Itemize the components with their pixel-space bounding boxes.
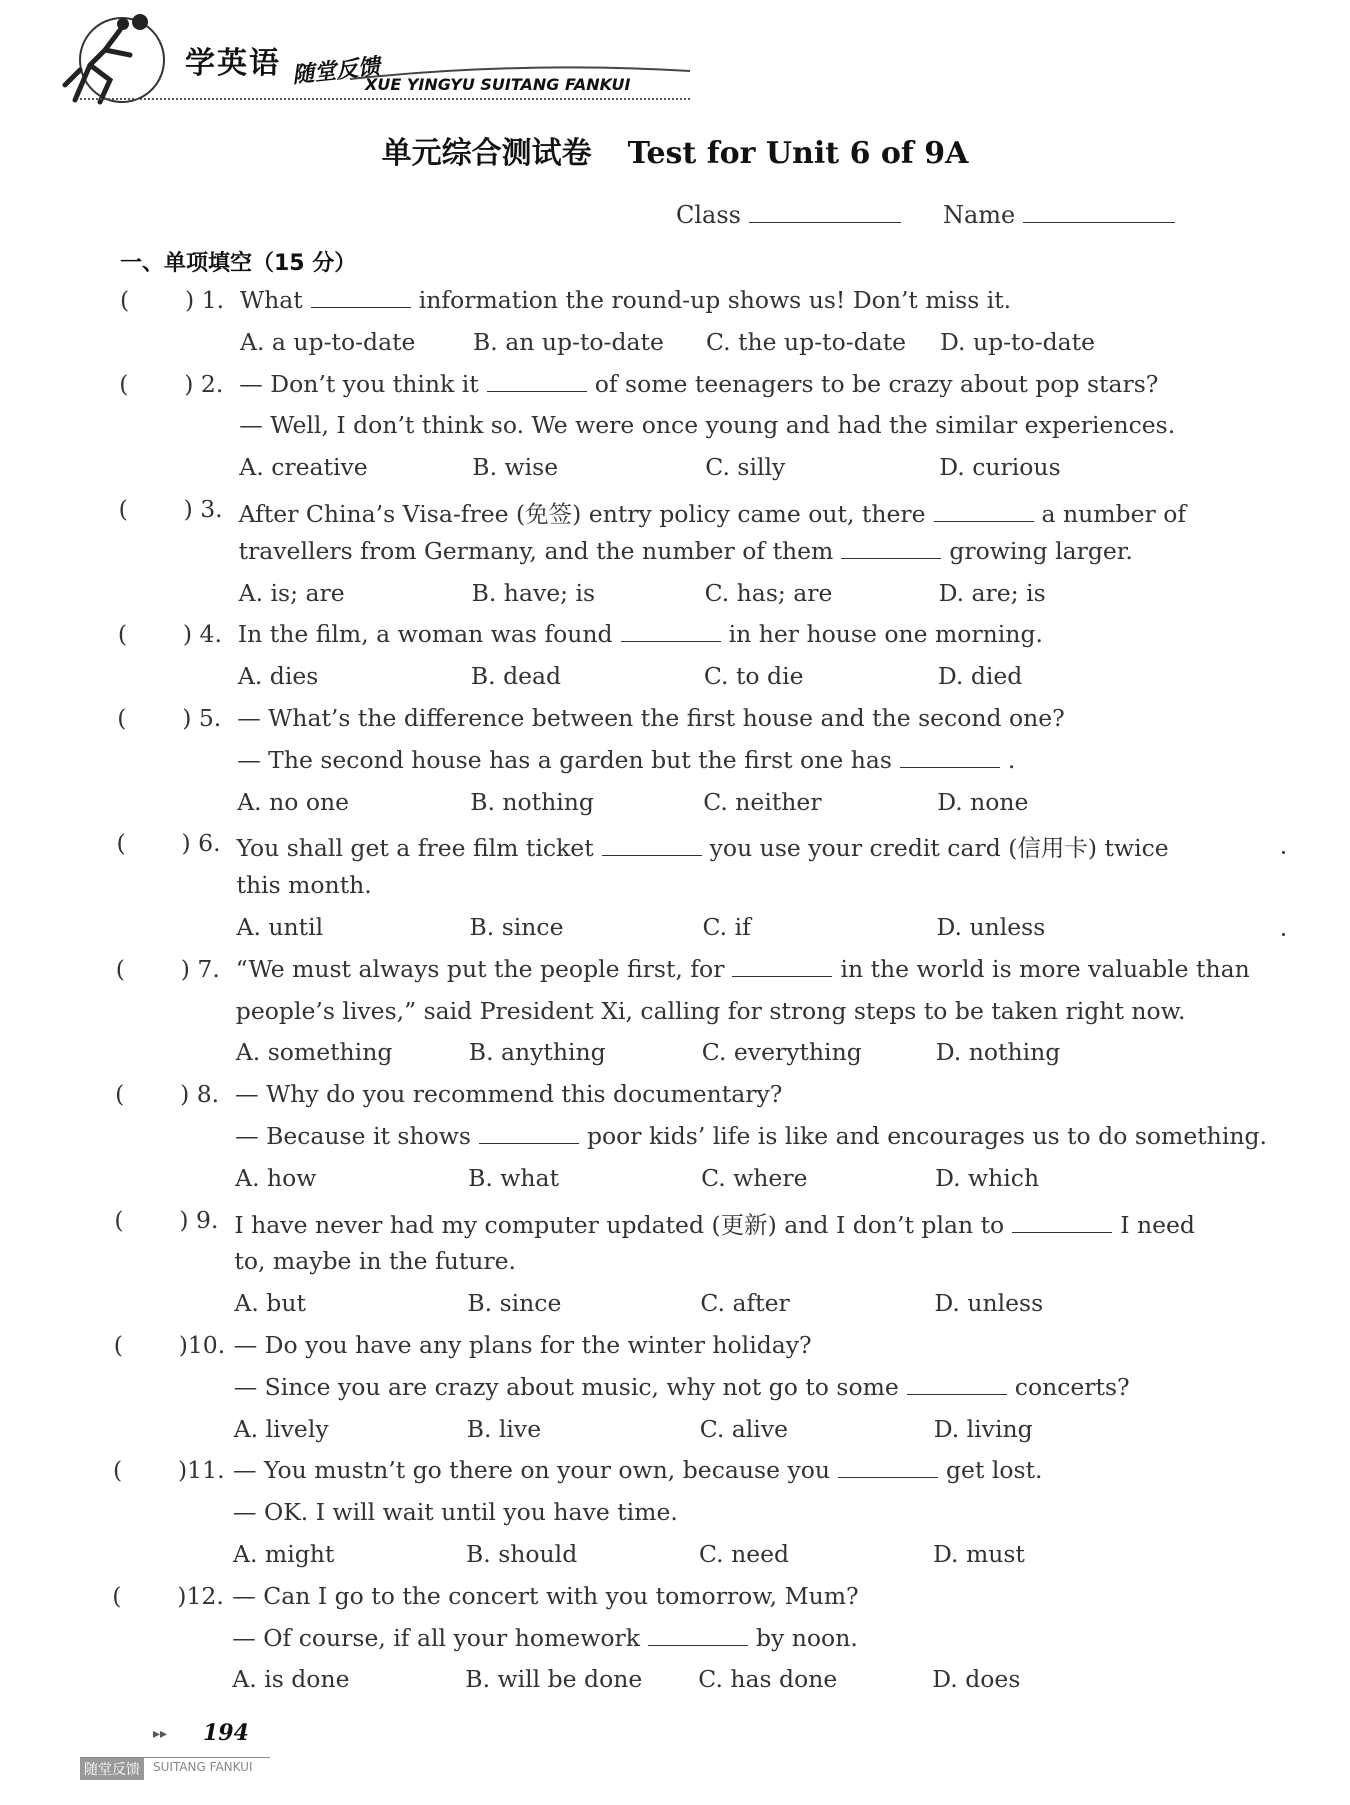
question-text-segment: In the film, a woman was found <box>237 620 613 649</box>
option-a[interactable]: A. lively <box>233 1414 329 1443</box>
question-text-segment: this month. <box>236 871 372 900</box>
answer-blank[interactable] <box>732 956 832 977</box>
question-text <box>234 1206 1195 1240</box>
brand-subtitle: 随堂反馈 <box>291 54 382 89</box>
question-text-segment: — Can I go to the concert with you tomorrow, Mum? <box>232 1581 859 1610</box>
question-text-segment: a number of <box>1041 500 1187 528</box>
question-text-segment: — Of course, if all your homework <box>232 1623 640 1652</box>
option-d[interactable]: D. none <box>937 787 1029 816</box>
answer-paren[interactable]: ( <box>120 286 167 314</box>
question-number: )11. <box>178 1456 225 1485</box>
answer-paren[interactable]: ( <box>113 1456 160 1485</box>
question-text-segment: I need <box>1120 1210 1195 1239</box>
class-field[interactable] <box>749 200 901 223</box>
option-b[interactable]: B. since <box>469 912 564 941</box>
question-text <box>233 1498 678 1526</box>
question-text <box>239 411 1175 439</box>
option-c[interactable]: C. has done <box>698 1665 838 1694</box>
question-text-segment: — Well, I don’t think so. We were once young and had the similar experiences. <box>239 411 1176 440</box>
option-a[interactable]: A. dies <box>237 662 319 691</box>
option-a[interactable]: A. a up-to-date <box>240 327 416 356</box>
question-text-segment: — You mustn’t go there on your own, because you <box>233 1456 831 1485</box>
answer-paren[interactable]: ( <box>119 369 166 398</box>
page-number: 194 <box>203 1720 249 1746</box>
answer-blank[interactable] <box>900 747 1000 768</box>
answer-paren[interactable]: ( <box>118 495 166 523</box>
question-text-segment: — Why do you recommend this documentary? <box>235 1080 783 1109</box>
option-c[interactable]: C. if <box>702 912 751 941</box>
question-number: ) 8. <box>180 1080 220 1109</box>
arrow-icon: ▸▸ <box>153 1726 168 1742</box>
question-text <box>237 871 372 899</box>
option-c[interactable]: C. after <box>700 1289 790 1318</box>
header-divider <box>80 98 690 100</box>
option-d[interactable]: D. are; is <box>938 578 1046 607</box>
title-cn: 单元综合测试卷 <box>381 136 592 171</box>
answer-paren[interactable]: ( <box>115 1080 162 1109</box>
question-text <box>240 286 1011 314</box>
brand-title: 学英语 <box>185 46 281 81</box>
option-b[interactable]: B. dead <box>470 662 562 691</box>
question-text <box>232 1624 858 1652</box>
answer-blank[interactable] <box>479 1123 579 1144</box>
answer-paren[interactable]: ( <box>117 704 164 732</box>
name-field[interactable] <box>1023 200 1175 223</box>
answer-blank[interactable] <box>602 835 702 856</box>
question-text-segment: in her house one morning. <box>728 620 1043 649</box>
option-b[interactable]: B. anything <box>468 1038 606 1067</box>
question-text-segment: “We must always put the people first, for <box>235 954 725 983</box>
question-text <box>234 1331 812 1359</box>
question-text-segment: What <box>240 286 303 314</box>
question-text-segment: to, maybe in the future. <box>234 1247 517 1276</box>
question-text-segment: I have never had my computer updated (更新) and I don’t plan to <box>234 1210 1005 1239</box>
name-label: Name <box>942 201 1016 229</box>
question-text <box>237 704 1065 732</box>
question-text <box>239 495 1186 529</box>
option-a[interactable]: A. until <box>236 912 324 941</box>
option-d[interactable]: D. must <box>933 1539 1025 1568</box>
option-d[interactable]: D. up-to-date <box>940 327 1095 356</box>
option-b[interactable]: B. should <box>466 1539 578 1568</box>
question-number: ) 4. <box>182 620 222 649</box>
question-text <box>235 1080 782 1108</box>
option-a[interactable]: A. but <box>234 1289 306 1318</box>
option-b[interactable]: B. live <box>466 1414 542 1443</box>
option-d[interactable]: D. unless <box>936 912 1046 941</box>
runner-logo-icon <box>60 10 180 105</box>
option-c[interactable]: C. to die <box>703 662 804 691</box>
header <box>60 10 700 100</box>
option-c[interactable]: C. neither <box>703 787 822 816</box>
option-d[interactable]: D. does <box>932 1665 1021 1694</box>
answer-blank[interactable] <box>841 538 941 559</box>
footer-tag: 随堂反馈 <box>80 1758 144 1780</box>
question-text <box>234 1247 516 1275</box>
option-a[interactable]: A. is done <box>232 1665 350 1694</box>
answer-paren[interactable]: ( <box>112 1581 159 1610</box>
question-text <box>235 1122 1267 1150</box>
question-text-segment: growing larger. <box>949 536 1133 565</box>
question-text-segment: get lost. <box>946 1456 1043 1485</box>
question-text-segment: travellers from Germany, and the number of them <box>238 536 834 565</box>
question-number: ) 5. <box>182 704 222 732</box>
question-text-segment: information the round-up shows us! Don’t miss it. <box>418 286 1012 314</box>
margin-dot <box>1282 933 1285 936</box>
question-text <box>232 1582 858 1610</box>
option-c[interactable]: C. silly <box>705 453 786 482</box>
class-name-row <box>676 200 1175 229</box>
class-label: Class <box>676 201 741 229</box>
option-b[interactable]: B. nothing <box>470 787 594 816</box>
question-text-segment: . <box>1007 745 1016 774</box>
question-text <box>237 746 1015 774</box>
question-text <box>234 1373 1130 1401</box>
option-a[interactable]: A. how <box>235 1163 317 1192</box>
answer-blank[interactable] <box>907 1374 1007 1395</box>
option-c[interactable]: C. where <box>701 1163 808 1192</box>
question-number: ) 2. <box>184 369 224 398</box>
question-text-segment: poor kids’ life is like and encourages us to do something. <box>586 1121 1267 1150</box>
option-c[interactable]: C. everything <box>701 1038 862 1067</box>
footer <box>75 1720 295 1780</box>
question-text <box>239 370 1158 398</box>
question-text-segment: — Since you are crazy about music, why not go to some <box>233 1372 899 1401</box>
question-text-segment: — OK. I will wait until you have time. <box>233 1498 678 1527</box>
option-d[interactable]: D. unless <box>934 1289 1044 1318</box>
answer-paren[interactable]: ( <box>114 1205 161 1234</box>
answer-blank[interactable] <box>487 371 587 392</box>
option-a[interactable]: A. no one <box>237 787 350 816</box>
option-c[interactable]: C. the up-to-date <box>706 327 907 356</box>
answer-paren[interactable]: ( <box>115 954 163 983</box>
question-text-segment: of some teenagers to be crazy about pop stars? <box>594 369 1159 398</box>
option-b[interactable]: B. what <box>468 1163 560 1192</box>
question-text-segment: concerts? <box>1014 1372 1130 1401</box>
question-text-segment: by noon. <box>755 1623 858 1652</box>
question-text-segment: in the world is more valuable than <box>840 954 1250 983</box>
question-number: )12. <box>177 1581 224 1610</box>
answer-paren[interactable]: ( <box>116 829 164 858</box>
question-text-segment: After China’s Visa-free (免签) entry policy came out, there <box>238 500 926 528</box>
option-b[interactable]: B. wise <box>472 453 559 482</box>
page-title <box>0 128 1350 172</box>
question-text-segment: people’s lives,” said President Xi, calling for strong steps to be taken right now. <box>235 996 1186 1025</box>
question-number: ) 3. <box>183 495 223 523</box>
option-b[interactable]: B. have; is <box>471 578 596 607</box>
title-en: Test for Unit 6 of 9A <box>627 136 969 171</box>
question-number: ) 7. <box>180 954 220 983</box>
option-c[interactable]: C. need <box>699 1539 790 1568</box>
question-text-segment: — Don’t you think it <box>239 369 479 398</box>
option-d[interactable]: D. curious <box>939 453 1061 482</box>
answer-blank[interactable] <box>1012 1212 1112 1233</box>
answer-paren[interactable]: ( <box>117 620 165 649</box>
question-number: ) 9. <box>179 1205 219 1234</box>
question-text <box>233 1456 1043 1484</box>
footer-tag-en: SUITANG FANKUI <box>153 1760 253 1774</box>
question-text <box>237 829 1169 863</box>
question-number: )10. <box>178 1331 226 1359</box>
answer-blank[interactable] <box>648 1625 748 1646</box>
option-a[interactable]: A. something <box>235 1038 393 1067</box>
answer-blank[interactable] <box>621 621 721 642</box>
question-text-segment: — The second house has a garden but the first one has <box>237 745 892 774</box>
option-a[interactable]: A. might <box>233 1539 335 1568</box>
option-b[interactable]: B. an up-to-date <box>473 327 664 356</box>
option-c[interactable]: C. alive <box>699 1414 788 1443</box>
question-text-segment: — Do you have any plans for the winter holiday? <box>233 1331 812 1359</box>
brand-pinyin: XUE YINGYU SUITANG FANKUI <box>365 75 631 94</box>
question-text-segment: — Because it shows <box>235 1121 471 1150</box>
option-d[interactable]: D. which <box>935 1163 1040 1192</box>
option-d[interactable]: D. died <box>937 662 1023 691</box>
option-b[interactable]: B. since <box>467 1289 562 1318</box>
question-text <box>239 537 1133 565</box>
question-number: ) 6. <box>181 829 221 858</box>
answer-blank[interactable] <box>838 1457 938 1478</box>
question-text <box>236 955 1250 983</box>
option-d[interactable]: D. living <box>933 1414 1033 1443</box>
question-text-segment: — What’s the difference between the first house and the second one? <box>237 704 1065 732</box>
question-text-segment: you use your credit card (信用卡) twice <box>709 834 1169 863</box>
question-text <box>238 620 1043 648</box>
answer-blank[interactable] <box>934 501 1034 522</box>
section-title: 一、单项填空（15 分） <box>120 251 357 276</box>
margin-dot <box>1282 851 1285 854</box>
question-text-segment: You shall get a free film ticket <box>236 834 594 863</box>
option-d[interactable]: D. nothing <box>935 1038 1061 1067</box>
answer-blank[interactable] <box>311 287 411 308</box>
question-number: ) 1. <box>185 286 225 314</box>
answer-paren[interactable]: ( <box>113 1331 161 1359</box>
option-a[interactable]: A. creative <box>239 453 368 482</box>
question-text <box>236 997 1186 1025</box>
option-c[interactable]: C. has; are <box>704 578 833 607</box>
option-b[interactable]: B. will be done <box>465 1665 643 1694</box>
option-a[interactable]: A. is; are <box>238 578 345 607</box>
